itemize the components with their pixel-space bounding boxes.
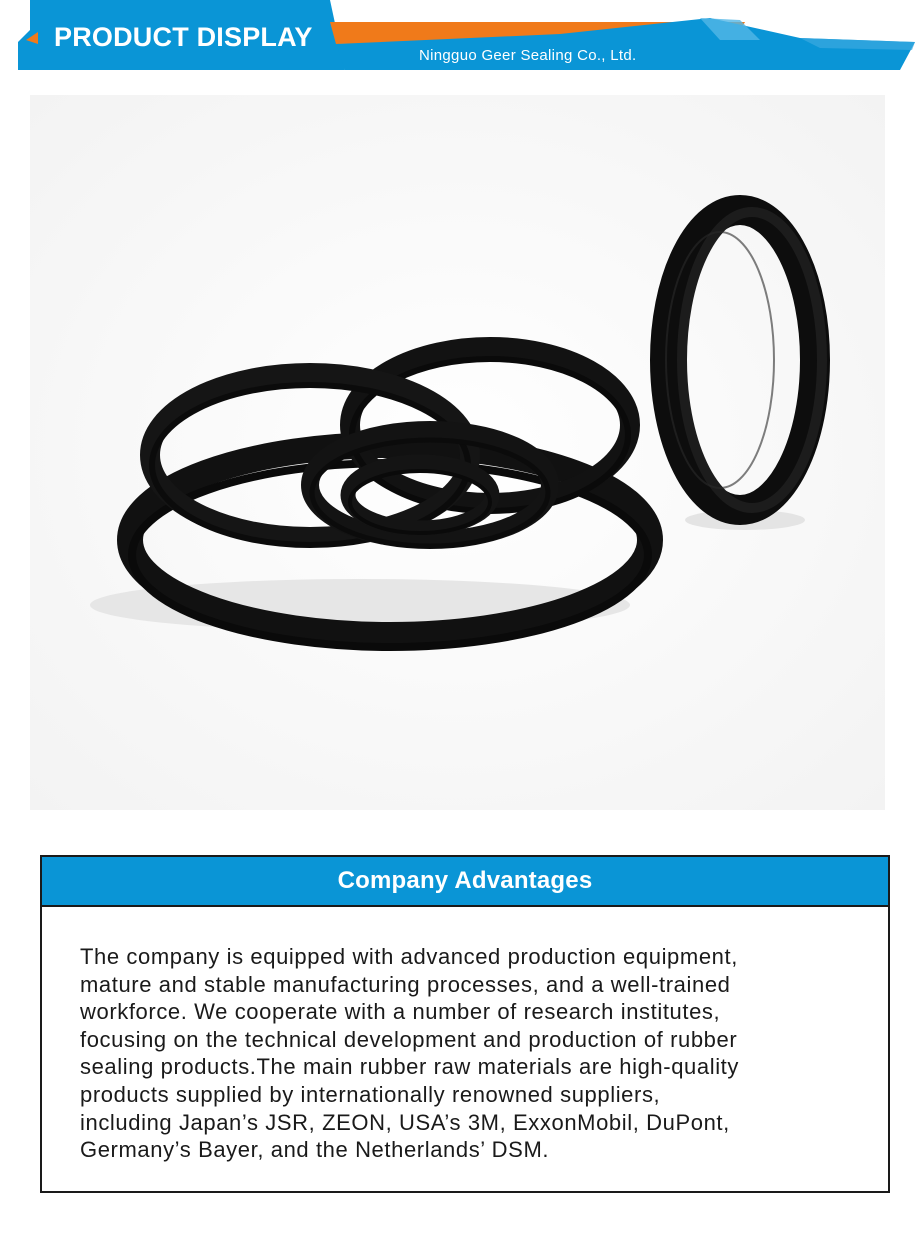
product-photo [30,95,885,810]
panel-header [42,857,888,907]
header-title: PRODUCT DISPLAY [54,22,313,52]
company-name: Ningguo Geer Sealing Co., Ltd. [419,47,637,64]
text-line: The company is equipped with advanced production equipment, [80,944,738,969]
advantages-text [80,943,870,1164]
company-advantages-panel [40,855,890,1193]
text-line: products supplied by internationally renowned suppliers, [80,1081,661,1107]
panel-title: Company Advantages [337,867,593,894]
text-line: Germany’s Bayer, and the Netherlands’ DSM. [80,1137,550,1163]
rubber-rings-illustration [30,95,885,810]
text-line: mature and stable manufacturing processes, and a well-trained [80,971,731,997]
text-line: including Japan’s JSR, ZEON, USA’s 3M, ExxonMobil, DuPont, [80,1109,730,1135]
header-banner [0,0,915,75]
text-line: sealing products.The main rubber raw materials are high-quality [80,1054,739,1080]
text-line: focusing on the technical development and production of rubber [80,1026,738,1052]
text-line: workforce. We cooperate with a number of research institutes, [80,999,721,1025]
